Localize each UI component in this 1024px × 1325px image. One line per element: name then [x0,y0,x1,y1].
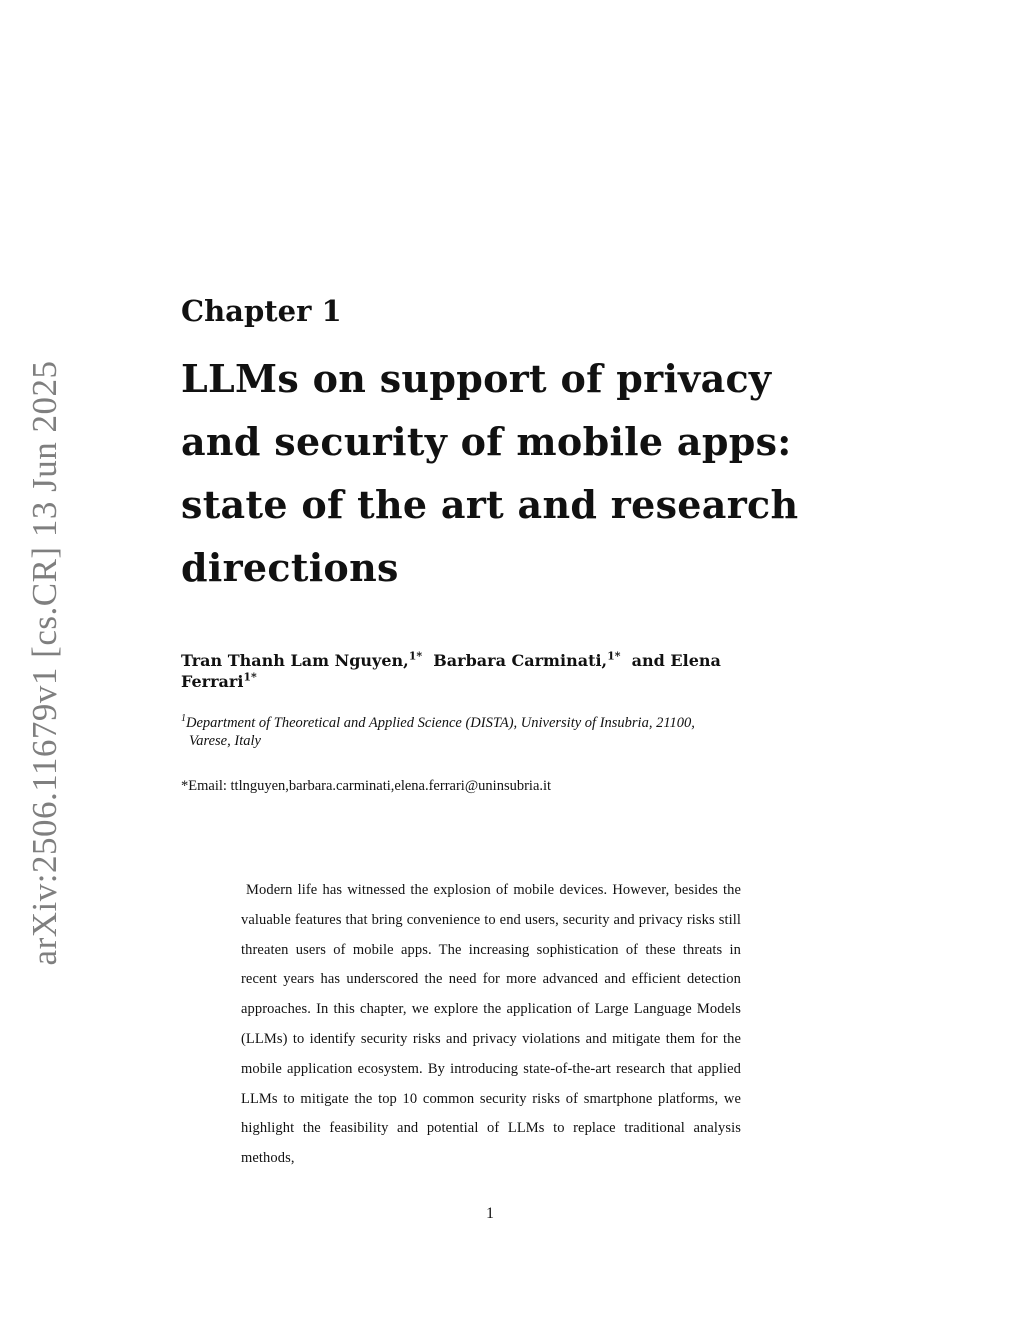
arxiv-identifier-stamp: arXiv:2506.11679v1 [cs.CR] 13 Jun 2025 [25,360,64,966]
author-name: Elena Ferrari [181,651,721,691]
affiliation-mark: 1 [181,713,186,725]
author-list [181,650,771,692]
author-affiliation-mark: 1* [607,649,621,663]
affiliation [181,714,791,750]
author-affiliation-mark: 1* [243,670,257,684]
author-affiliation-mark: 1* [408,649,423,663]
chapter-title: LLMs on support of privacy and security of mobile apps: state of the art and research directions [181,356,799,590]
affiliation-line: Department of Theoretical and Applied Science (DISTA), University of Insubria, 21100, [186,715,695,731]
affiliation-line: Varese, Italy [189,733,261,749]
author-name: Barbara Carminati, [433,651,608,670]
chapter-label: Chapter 1 [181,294,342,328]
contact-email: *Email: ttlnguyen,barbara.carminati,elena.ferrari@uninsubria.it [181,778,552,794]
abstract-text: Modern life has witnessed the explosion of mobile devices. However, besides the valuable features that bring convenience to end users, security and privacy risks still threaten users of mobile apps. The increasing sophistication of these threats in recent years has underscored the need for more advanced and efficient detection approaches. In this chapter, we explore the application of Large Language Models (LLMs) to identify security risks and privacy violations and mitigate them for the mobile application ecosystem. By introducing state-of-the-art research that applied LLMs to mitigate the top 10 common security risks of smartphone platforms, we highlight the feasibility and potential of LLMs to replace traditional analysis methods, [241,882,741,1167]
author-connector: and [631,651,665,670]
page-number: 1 [486,1205,494,1222]
author-name: Tran Thanh Lam Nguyen, [181,651,409,670]
